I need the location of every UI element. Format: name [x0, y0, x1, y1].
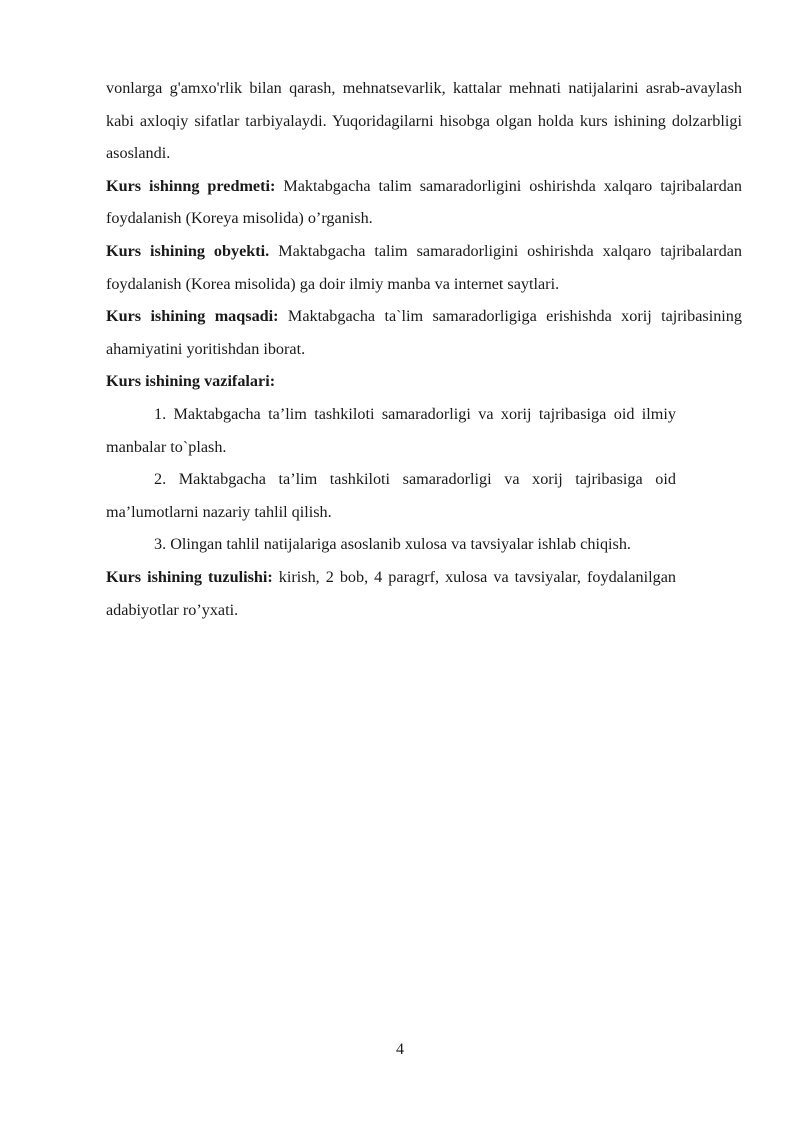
document-body [106, 72, 742, 626]
subject-paragraph [106, 170, 742, 235]
page-number: 4 [396, 1041, 404, 1058]
goal-paragraph [106, 300, 742, 365]
tasks-label: Kurs ishining vazifalari: [106, 372, 276, 391]
goal-label: Kurs ishining maqsadi: [106, 307, 279, 326]
task-item: 2. Maktabgacha ta’lim tashkiloti samaradorligi va xorij tajribasiga oid ma’lumotlarni nazariy tahlil qilish. [106, 470, 676, 521]
structure-label: Kurs ishining tuzulishi: [106, 567, 273, 586]
object-paragraph [106, 235, 742, 300]
subject-label: Kurs ishinng predmeti: [106, 176, 276, 195]
subject-text: Maktabgacha talim samaradorligini oshirishda xalqaro tajribalardan foydalanish (Koreya misolida) o’rganish. [106, 176, 742, 228]
intro-paragraph: vonlarga g'amxo'rlik bilan qarash, mehnatsevarlik, kattalar mehnati natijalarini asrab-avaylash kabi axloqiy sifatlar tarbiyalaydi. Yuqoridagilarni hisobga olgan holda kurs ishining dolzarbligi asoslandi. [106, 79, 742, 163]
task-item: 3. Olingan tahlil natijalariga asoslanib xulosa va tavsiyalar ishlab chiqish. [154, 535, 631, 554]
object-label: Kurs ishining obyekti. [106, 241, 270, 260]
structure-text: kirish, 2 bob, 4 paragrf, xulosa va tavsiyalar, foydalanilgan adabiyotlar ro’yxati. [106, 567, 676, 619]
object-text: Maktabgacha talim samaradorligini oshirishda xalqaro tajribalardan foydalanish (Korea misolida) ga doir ilmiy manba va internet saytlari. [106, 241, 742, 293]
task-item: 1. Maktabgacha ta’lim tashkiloti samaradorligi va xorij tajribasiga oid ilmiy manbalar to`plash. [106, 404, 676, 456]
structure-paragraph [106, 561, 676, 626]
tasks-heading [106, 365, 742, 398]
goal-text: Maktabgacha ta`lim samaradorligiga erishishda xorij tajribasining ahamiyatini yoritishdan iborat. [106, 307, 742, 358]
